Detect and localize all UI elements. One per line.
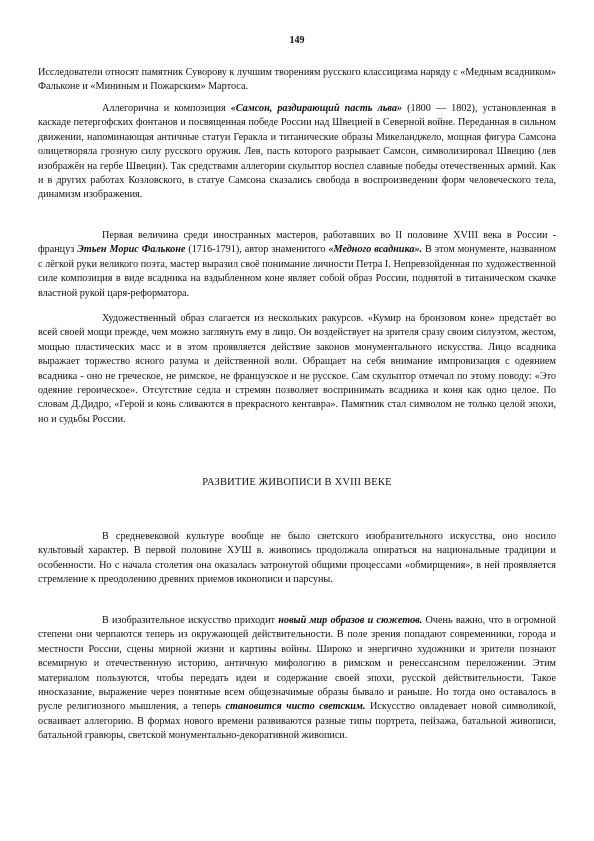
paragraph-text: Очень важно, что в огромной степени они черпаются теперь из окружающей действительности. В поле зрения попадают современники, города и местности России, сцены мирной жизни и картины войны. Широко и энергично художники и зрители познают всемирную и отечественную историю, античную мифологию в римском и ренессансном переложении. Этим материалом пользуются, чтобы передать идеи и содержание своей эпохи, русской действительности. Такое иносказание, выражение через понятные всем общезначимые образы бывало и раньше. Но тогда оно оставалось в русле религиозного мышления, а теперь bbox=[38, 615, 556, 713]
paragraph-text: В изобразительное искусство приходит bbox=[102, 615, 279, 626]
paragraph-text: Первая величина среди иностранных мастеров, работавших во II половине XVIII века в России - француз bbox=[38, 230, 556, 256]
paragraph-text: (1716-1791), автор знаменитого bbox=[185, 244, 329, 256]
paragraph-text: (1800 — 1802), установленная в каскаде петергофских фонтанов и посвященная победе России над Швецией в Северной войне. Переданная в сильном движении, напоминающая античные статуи Геракла и титанические образы Микеланджело, мощная фигура Самсона олицетворяла грозную силу русского оружия. Лев, пасть которого разрывает Самсон, символизировал Швецию (лев изображён на гербе Швеции). Так средствами аллегории скульптор воспел славные победы отечественных армий. Как и в других работах Козловского, в статуе Самсона сказались свобода в воспроизведении форм человеческого тела, динамизм изображения. bbox=[38, 103, 556, 201]
emphasis-bronze-horseman: «Медного всадника». bbox=[328, 244, 423, 256]
emphasis-secular: становится чисто светским. bbox=[225, 701, 366, 713]
emphasis-samson-title: «Самсон, раздирающий пасть льва» bbox=[230, 103, 403, 114]
section-heading: РАЗВИТИЕ ЖИВОПИСИ В XVIII ВЕКЕ bbox=[202, 477, 392, 488]
emphasis-falconet-name: Этьен Морис Фальконе bbox=[77, 244, 186, 256]
paragraph-artistic-image bbox=[38, 312, 556, 427]
paragraph-text: Аллегорична и композиция bbox=[102, 103, 231, 114]
paragraph-text: В средневековой культуре вообще не было светского изобразительного искусства, оно носило культовый характер. В первой половине ХУШ в. живопись продолжала опираться на национальные традиции и особенности. Но с начала столетия она оказалась затронутой общими процессами «обмирщения», в ней проявляется стремление к преодолению древних приемов иконописи и парсуны. bbox=[38, 531, 556, 586]
paragraph-samson bbox=[38, 102, 556, 203]
paragraph-text: Искусство овладевает новой символикой, осваивает аллегорию. В формах нового времени развиваются разные типы портрета, пейзажа, батальной живописи, батальной гравюры, светской монументально-декоративной живописи. bbox=[38, 701, 556, 742]
page-number: 149 bbox=[289, 35, 305, 46]
paragraph-text: В этом монументе, названном с лёгкой руки великого поэта, мастер выразил своё понимание личности Петра I. Непревзойденная по художественной силе композиция в виде всадника на вздыбленном коне являет собой образ России, поднятой в титаническом скачке властной рукой царя-реформатора. bbox=[38, 244, 556, 299]
paragraph-new-world-of-images bbox=[38, 614, 556, 744]
paragraph-medieval-culture bbox=[38, 530, 556, 588]
paragraph-text: Исследователи относят памятник Суворову к лучшим творениям русского классицизма наряду с «Медным всадником» Фальконе и «Мининым и Пожарским» Мартоса. bbox=[38, 67, 556, 93]
paragraph-falconet bbox=[38, 229, 556, 301]
emphasis-new-world: новый мир образов и сюжетов. bbox=[278, 615, 423, 626]
paragraph-suvorov-monument bbox=[38, 66, 556, 95]
paragraph-text: Художественный образ слагается из нескольких ракурсов. «Кумир на бронзовом коне» предстаёт во всей своей мощи прежде, чем можно заглянуть ему в лицо. Он воздействует на зрителя сразу своим силуэтом, жестом, мощью пластических масс и в этом проявляется действие законов монументального искусства. Лицо всадника выражает торжество ясного разума и действенной воли. Обращает на себя внимание импровизация с одеянием всадника - оно не греческое, не римское, не французское и не русское. Сам скульптор отмечал по этому поводу: «Это одеяние героическое». Отсутствие седла и стремян позволяет воспринимать всадника и коня как одно целое. По словам Д.Дидро, «Герой и конь сливаются в прекрасного кентавра». Памятник стал символом не только целой эпохи, но и судьбы России. bbox=[38, 313, 556, 425]
